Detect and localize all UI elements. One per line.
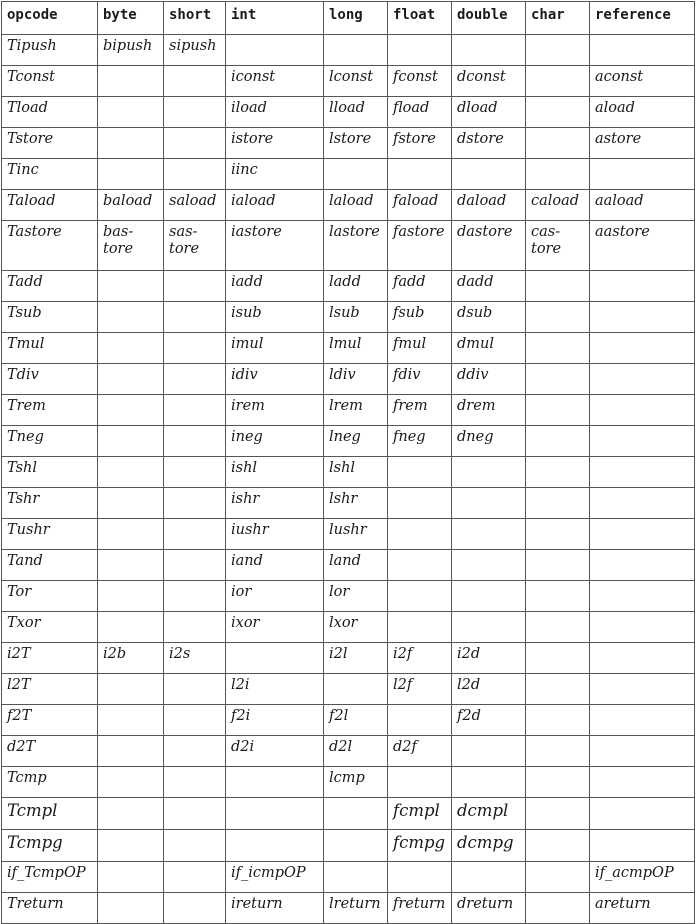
- cell-float: [388, 862, 452, 893]
- cell-int: ireturn: [226, 893, 324, 924]
- cell-short: [164, 128, 226, 159]
- cell-double: ddiv: [452, 364, 526, 395]
- cell-char: cas- tore: [526, 221, 590, 271]
- table-row: [2, 830, 695, 862]
- cell-int: iand: [226, 550, 324, 581]
- cell-long: lshr: [324, 488, 388, 519]
- cell-reference: [590, 426, 695, 457]
- table-row: [2, 128, 695, 159]
- cell-float: fcmpl: [388, 798, 452, 830]
- cell-double: [452, 457, 526, 488]
- cell-short: [164, 674, 226, 705]
- opcode-cell: Trem: [2, 395, 98, 426]
- cell-double: [452, 862, 526, 893]
- cell-float: l2f: [388, 674, 452, 705]
- cell-reference: [590, 488, 695, 519]
- cell-long: ladd: [324, 271, 388, 302]
- table-row: [2, 581, 695, 612]
- cell-double: [452, 35, 526, 66]
- cell-double: [452, 488, 526, 519]
- cell-long: d2l: [324, 736, 388, 767]
- opcode-cell: i2T: [2, 643, 98, 674]
- cell-byte: [98, 519, 164, 550]
- cell-byte: [98, 830, 164, 862]
- opcode-cell: Txor: [2, 612, 98, 643]
- cell-int: f2i: [226, 705, 324, 736]
- cell-short: [164, 395, 226, 426]
- cell-reference: [590, 302, 695, 333]
- cell-reference: aload: [590, 97, 695, 128]
- opcode-cell: Tload: [2, 97, 98, 128]
- cell-short: [164, 364, 226, 395]
- cell-double: dastore: [452, 221, 526, 271]
- cell-short: saload: [164, 190, 226, 221]
- cell-long: lshl: [324, 457, 388, 488]
- cell-float: fconst: [388, 66, 452, 97]
- cell-int: [226, 643, 324, 674]
- opcode-cell: Tinc: [2, 159, 98, 190]
- cell-char: [526, 97, 590, 128]
- table-row: [2, 736, 695, 767]
- cell-long: lstore: [324, 128, 388, 159]
- cell-double: dstore: [452, 128, 526, 159]
- cell-float: frem: [388, 395, 452, 426]
- cell-int: if_icmpOP: [226, 862, 324, 893]
- cell-reference: [590, 581, 695, 612]
- table-row: [2, 35, 695, 66]
- opcode-cell: Treturn: [2, 893, 98, 924]
- opcode-cell: Tshl: [2, 457, 98, 488]
- opcode-cell: Taload: [2, 190, 98, 221]
- cell-float: [388, 159, 452, 190]
- table-row: [2, 519, 695, 550]
- cell-double: [452, 550, 526, 581]
- cell-byte: [98, 488, 164, 519]
- cell-double: dmul: [452, 333, 526, 364]
- cell-reference: [590, 271, 695, 302]
- cell-long: [324, 674, 388, 705]
- cell-reference: [590, 736, 695, 767]
- cell-double: [452, 159, 526, 190]
- cell-char: [526, 862, 590, 893]
- cell-byte: [98, 862, 164, 893]
- cell-reference: [590, 457, 695, 488]
- cell-byte: baload: [98, 190, 164, 221]
- cell-long: lxor: [324, 612, 388, 643]
- cell-double: drem: [452, 395, 526, 426]
- cell-long: [324, 830, 388, 862]
- header-row: [2, 2, 695, 35]
- cell-double: l2d: [452, 674, 526, 705]
- cell-int: ixor: [226, 612, 324, 643]
- cell-double: dadd: [452, 271, 526, 302]
- opcode-type-table: [1, 1, 695, 924]
- opcode-cell: Tastore: [2, 221, 98, 271]
- cell-reference: if_acmpOP: [590, 862, 695, 893]
- cell-char: [526, 643, 590, 674]
- table-row: [2, 333, 695, 364]
- cell-int: d2i: [226, 736, 324, 767]
- table-row: [2, 66, 695, 97]
- cell-byte: [98, 798, 164, 830]
- cell-reference: [590, 767, 695, 798]
- opcode-cell: d2T: [2, 736, 98, 767]
- cell-byte: [98, 271, 164, 302]
- cell-reference: aaload: [590, 190, 695, 221]
- table-row: [2, 457, 695, 488]
- cell-long: [324, 159, 388, 190]
- cell-byte: [98, 426, 164, 457]
- cell-reference: [590, 333, 695, 364]
- cell-byte: [98, 767, 164, 798]
- cell-int: [226, 35, 324, 66]
- cell-long: lushr: [324, 519, 388, 550]
- cell-float: d2f: [388, 736, 452, 767]
- cell-double: [452, 612, 526, 643]
- cell-double: dcmpl: [452, 798, 526, 830]
- cell-short: [164, 581, 226, 612]
- table-row: [2, 302, 695, 333]
- cell-reference: [590, 395, 695, 426]
- cell-byte: [98, 581, 164, 612]
- cell-short: [164, 767, 226, 798]
- cell-char: [526, 612, 590, 643]
- cell-long: lmul: [324, 333, 388, 364]
- opcode-cell: Tmul: [2, 333, 98, 364]
- cell-double: [452, 581, 526, 612]
- cell-float: [388, 519, 452, 550]
- cell-int: iastore: [226, 221, 324, 271]
- cell-byte: [98, 395, 164, 426]
- table-row: [2, 221, 695, 271]
- table-row: [2, 767, 695, 798]
- cell-byte: [98, 97, 164, 128]
- cell-int: ishl: [226, 457, 324, 488]
- table-row: [2, 612, 695, 643]
- opcode-cell: Tipush: [2, 35, 98, 66]
- cell-long: lor: [324, 581, 388, 612]
- cell-double: daload: [452, 190, 526, 221]
- cell-float: fdiv: [388, 364, 452, 395]
- opcode-cell: f2T: [2, 705, 98, 736]
- cell-int: iconst: [226, 66, 324, 97]
- cell-short: sipush: [164, 35, 226, 66]
- cell-double: f2d: [452, 705, 526, 736]
- table-row: [2, 395, 695, 426]
- cell-float: fload: [388, 97, 452, 128]
- opcode-cell: Tsub: [2, 302, 98, 333]
- table-row: [2, 190, 695, 221]
- cell-char: [526, 550, 590, 581]
- cell-double: dconst: [452, 66, 526, 97]
- cell-int: [226, 767, 324, 798]
- cell-char: [526, 674, 590, 705]
- cell-char: [526, 395, 590, 426]
- cell-int: iinc: [226, 159, 324, 190]
- table-row: [2, 426, 695, 457]
- cell-short: [164, 426, 226, 457]
- cell-double: [452, 736, 526, 767]
- cell-reference: [590, 364, 695, 395]
- cell-float: i2f: [388, 643, 452, 674]
- table-row: [2, 705, 695, 736]
- cell-long: lconst: [324, 66, 388, 97]
- column-header-long: long: [324, 2, 388, 35]
- opcode-cell: Tcmpl: [2, 798, 98, 830]
- opcode-cell: Tconst: [2, 66, 98, 97]
- cell-reference: [590, 159, 695, 190]
- cell-reference: [590, 519, 695, 550]
- cell-int: imul: [226, 333, 324, 364]
- cell-long: lrem: [324, 395, 388, 426]
- cell-short: [164, 519, 226, 550]
- cell-int: ior: [226, 581, 324, 612]
- cell-char: [526, 364, 590, 395]
- cell-short: [164, 66, 226, 97]
- cell-double: [452, 519, 526, 550]
- cell-short: [164, 488, 226, 519]
- cell-byte: [98, 705, 164, 736]
- cell-byte: [98, 128, 164, 159]
- cell-char: [526, 35, 590, 66]
- column-header-float: float: [388, 2, 452, 35]
- cell-int: iload: [226, 97, 324, 128]
- column-header-char: char: [526, 2, 590, 35]
- opcode-cell: Tadd: [2, 271, 98, 302]
- opcode-cell: Tneg: [2, 426, 98, 457]
- cell-short: [164, 736, 226, 767]
- cell-char: caload: [526, 190, 590, 221]
- cell-float: [388, 581, 452, 612]
- cell-byte: bas- tore: [98, 221, 164, 271]
- table-row: [2, 271, 695, 302]
- cell-float: fsub: [388, 302, 452, 333]
- cell-reference: [590, 705, 695, 736]
- cell-reference: [590, 643, 695, 674]
- cell-byte: [98, 612, 164, 643]
- cell-char: [526, 830, 590, 862]
- cell-short: [164, 271, 226, 302]
- cell-short: [164, 550, 226, 581]
- cell-char: [526, 705, 590, 736]
- cell-int: iushr: [226, 519, 324, 550]
- cell-double: dsub: [452, 302, 526, 333]
- opcode-cell: Tushr: [2, 519, 98, 550]
- cell-float: fmul: [388, 333, 452, 364]
- cell-byte: [98, 302, 164, 333]
- cell-reference: [590, 830, 695, 862]
- cell-long: lneg: [324, 426, 388, 457]
- cell-int: iaload: [226, 190, 324, 221]
- cell-byte: bipush: [98, 35, 164, 66]
- cell-short: [164, 333, 226, 364]
- cell-float: [388, 550, 452, 581]
- cell-char: [526, 426, 590, 457]
- cell-int: [226, 798, 324, 830]
- cell-char: [526, 798, 590, 830]
- cell-float: [388, 35, 452, 66]
- cell-short: [164, 798, 226, 830]
- cell-float: [388, 767, 452, 798]
- cell-long: lsub: [324, 302, 388, 333]
- table-row: [2, 488, 695, 519]
- opcode-cell: Tcmp: [2, 767, 98, 798]
- table-row: [2, 862, 695, 893]
- cell-short: [164, 302, 226, 333]
- cell-double: dneg: [452, 426, 526, 457]
- table-row: [2, 643, 695, 674]
- cell-int: idiv: [226, 364, 324, 395]
- cell-byte: [98, 364, 164, 395]
- cell-char: [526, 66, 590, 97]
- cell-char: [526, 767, 590, 798]
- table-row: [2, 893, 695, 924]
- cell-char: [526, 457, 590, 488]
- cell-float: freturn: [388, 893, 452, 924]
- table-row: [2, 364, 695, 395]
- cell-long: lload: [324, 97, 388, 128]
- cell-double: i2d: [452, 643, 526, 674]
- cell-short: [164, 893, 226, 924]
- cell-long: [324, 862, 388, 893]
- cell-float: [388, 488, 452, 519]
- cell-double: dload: [452, 97, 526, 128]
- cell-int: l2i: [226, 674, 324, 705]
- opcode-cell: Tor: [2, 581, 98, 612]
- cell-short: i2s: [164, 643, 226, 674]
- cell-byte: [98, 333, 164, 364]
- cell-short: [164, 159, 226, 190]
- column-header-opcode: opcode: [2, 2, 98, 35]
- cell-reference: [590, 550, 695, 581]
- cell-long: [324, 35, 388, 66]
- cell-reference: [590, 35, 695, 66]
- cell-float: fadd: [388, 271, 452, 302]
- cell-float: fneg: [388, 426, 452, 457]
- opcode-cell: Tdiv: [2, 364, 98, 395]
- cell-byte: [98, 736, 164, 767]
- cell-byte: [98, 550, 164, 581]
- opcode-cell: Tcmpg: [2, 830, 98, 862]
- cell-int: ishr: [226, 488, 324, 519]
- cell-long: lcmp: [324, 767, 388, 798]
- cell-float: [388, 457, 452, 488]
- cell-reference: [590, 612, 695, 643]
- opcode-cell: Tstore: [2, 128, 98, 159]
- cell-int: istore: [226, 128, 324, 159]
- cell-short: [164, 705, 226, 736]
- table-body: [2, 35, 695, 924]
- cell-int: iadd: [226, 271, 324, 302]
- cell-short: [164, 457, 226, 488]
- cell-double: dcmpg: [452, 830, 526, 862]
- cell-reference: astore: [590, 128, 695, 159]
- cell-short: sas- tore: [164, 221, 226, 271]
- cell-char: [526, 159, 590, 190]
- cell-long: land: [324, 550, 388, 581]
- table-row: [2, 550, 695, 581]
- cell-byte: [98, 66, 164, 97]
- cell-byte: [98, 674, 164, 705]
- column-header-byte: byte: [98, 2, 164, 35]
- cell-long: i2l: [324, 643, 388, 674]
- cell-char: [526, 736, 590, 767]
- table-row: [2, 159, 695, 190]
- column-header-reference: reference: [590, 2, 695, 35]
- table-header: [2, 2, 695, 35]
- cell-float: faload: [388, 190, 452, 221]
- cell-long: lreturn: [324, 893, 388, 924]
- cell-long: ldiv: [324, 364, 388, 395]
- cell-double: [452, 767, 526, 798]
- cell-byte: [98, 893, 164, 924]
- cell-reference: [590, 798, 695, 830]
- cell-reference: [590, 674, 695, 705]
- cell-byte: i2b: [98, 643, 164, 674]
- cell-int: [226, 830, 324, 862]
- opcode-cell: Tshr: [2, 488, 98, 519]
- table-row: [2, 798, 695, 830]
- cell-short: [164, 612, 226, 643]
- cell-long: [324, 798, 388, 830]
- cell-char: [526, 333, 590, 364]
- cell-char: [526, 271, 590, 302]
- cell-int: isub: [226, 302, 324, 333]
- cell-float: [388, 612, 452, 643]
- cell-char: [526, 488, 590, 519]
- cell-short: [164, 830, 226, 862]
- cell-char: [526, 893, 590, 924]
- cell-byte: [98, 457, 164, 488]
- cell-char: [526, 302, 590, 333]
- opcode-cell: l2T: [2, 674, 98, 705]
- cell-char: [526, 519, 590, 550]
- table-row: [2, 97, 695, 128]
- cell-long: f2l: [324, 705, 388, 736]
- cell-float: fstore: [388, 128, 452, 159]
- cell-reference: aconst: [590, 66, 695, 97]
- cell-int: irem: [226, 395, 324, 426]
- cell-short: [164, 97, 226, 128]
- cell-byte: [98, 159, 164, 190]
- cell-long: laload: [324, 190, 388, 221]
- column-header-int: int: [226, 2, 324, 35]
- cell-int: ineg: [226, 426, 324, 457]
- table-row: [2, 674, 695, 705]
- cell-float: fcmpg: [388, 830, 452, 862]
- cell-float: fastore: [388, 221, 452, 271]
- column-header-short: short: [164, 2, 226, 35]
- opcode-cell: Tand: [2, 550, 98, 581]
- cell-char: [526, 581, 590, 612]
- cell-float: [388, 705, 452, 736]
- cell-reference: areturn: [590, 893, 695, 924]
- cell-double: dreturn: [452, 893, 526, 924]
- cell-char: [526, 128, 590, 159]
- cell-short: [164, 862, 226, 893]
- column-header-double: double: [452, 2, 526, 35]
- cell-reference: aastore: [590, 221, 695, 271]
- opcode-cell: if_TcmpOP: [2, 862, 98, 893]
- cell-long: lastore: [324, 221, 388, 271]
